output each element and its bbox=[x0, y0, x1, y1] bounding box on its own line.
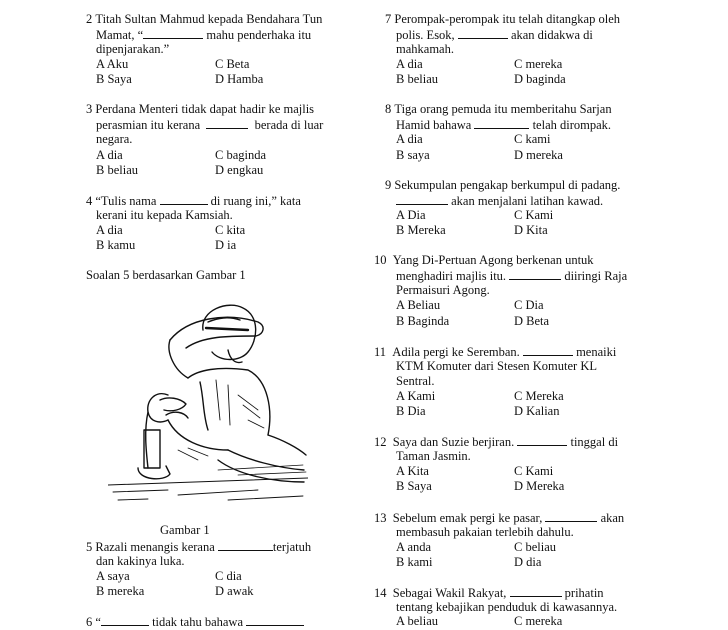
q5-option-d[interactable]: D awak bbox=[215, 584, 254, 598]
q13-option-a[interactable]: A anda bbox=[396, 540, 432, 554]
q5-blank bbox=[218, 539, 273, 551]
q10-blank bbox=[509, 268, 561, 280]
q7-line2 bbox=[396, 27, 593, 42]
q8-stem-part: Hamid bahawa bbox=[396, 118, 472, 132]
q2-stem-part: mahu penderhaka itu bbox=[206, 28, 312, 42]
q4-blank bbox=[160, 193, 208, 205]
q14-option-a[interactable]: A beliau bbox=[396, 614, 439, 628]
q3-blank bbox=[206, 117, 248, 129]
q13-stem-part: Sebelum emak pergi ke pasar, bbox=[392, 511, 543, 525]
q12-option-c[interactable]: C Kami bbox=[514, 464, 554, 478]
q4-stem-part: “Tulis nama bbox=[95, 194, 157, 208]
q14-stem-part: Sebagai Wakil Rakyat, bbox=[392, 586, 507, 600]
q12-stem-part: tinggal di bbox=[570, 435, 619, 449]
q12-stem-part: Saya dan Suzie berjiran. bbox=[392, 435, 515, 449]
q5-line2: dan kakinya luka. bbox=[96, 554, 185, 568]
q4-option-d[interactable]: D ia bbox=[215, 238, 237, 252]
q3-option-b[interactable]: B beliau bbox=[96, 163, 139, 177]
q10-option-d[interactable]: D Beta bbox=[514, 314, 550, 328]
q6-blank-2 bbox=[246, 614, 304, 626]
q7-option-b[interactable]: B beliau bbox=[396, 72, 439, 86]
q8-option-c[interactable]: C kami bbox=[514, 132, 551, 146]
q8-stem-part: telah dirompak. bbox=[532, 118, 612, 132]
q3-option-a[interactable]: A dia bbox=[96, 148, 123, 162]
q4-stem-part: di ruang ini,” kata bbox=[210, 194, 301, 208]
q10-line3: Permaisuri Agong. bbox=[396, 283, 490, 297]
q5-option-b[interactable]: B mereka bbox=[96, 584, 145, 598]
q8-option-a[interactable]: A dia bbox=[396, 132, 423, 146]
q11-line1 bbox=[374, 344, 616, 359]
figure-crying-boy-illustration bbox=[108, 300, 308, 505]
q13-option-d[interactable]: D dia bbox=[514, 555, 542, 569]
q2-line3: dipenjarakan.” bbox=[96, 42, 170, 56]
q11-option-d[interactable]: D Kalian bbox=[514, 404, 560, 418]
q5-stem-part: terjatuh bbox=[272, 540, 312, 554]
q14-option-c[interactable]: C mereka bbox=[514, 614, 563, 628]
q7-stem-part: akan didakwa di bbox=[510, 28, 593, 42]
q4-line1 bbox=[86, 193, 301, 208]
q4-option-b[interactable]: B kamu bbox=[96, 238, 136, 252]
q9-option-a[interactable]: A Dia bbox=[396, 208, 426, 222]
q9-number: 9 bbox=[385, 178, 392, 192]
q3-line3: negara. bbox=[96, 132, 133, 146]
q6-stem-part: “ bbox=[95, 615, 101, 629]
q12-option-d[interactable]: D Mereka bbox=[514, 479, 565, 493]
q10-stem-part: diiringi Raja bbox=[564, 269, 628, 283]
section-heading: Soalan 5 berdasarkan Gambar 1 bbox=[86, 268, 246, 282]
q7-option-c[interactable]: C mereka bbox=[514, 57, 563, 71]
q3-number: 3 bbox=[86, 102, 93, 116]
q2-blank bbox=[143, 27, 203, 39]
q7-blank bbox=[458, 27, 508, 39]
q7-option-a[interactable]: A dia bbox=[396, 57, 423, 71]
q7-number: 7 bbox=[385, 12, 392, 26]
q2-option-a[interactable]: A Aku bbox=[96, 57, 129, 71]
q2-option-c[interactable]: C Beta bbox=[215, 57, 250, 71]
q13-blank bbox=[545, 510, 597, 522]
q2-stem: Titah Sultan Mahmud kepada Bendahara Tun bbox=[95, 12, 323, 26]
q11-stem-part: Adila pergi ke Seremban. bbox=[392, 345, 520, 359]
q13-number: 13 bbox=[374, 511, 387, 525]
q14-stem-part: prihatin bbox=[564, 586, 604, 600]
q3-stem: Perdana Menteri tidak dapat hadir ke majlis bbox=[95, 102, 315, 116]
q8-number: 8 bbox=[385, 102, 392, 116]
q7-option-d[interactable]: D baginda bbox=[514, 72, 566, 86]
q8-blank bbox=[474, 117, 529, 129]
q2-line1 bbox=[86, 12, 322, 26]
q12-blank bbox=[517, 434, 567, 446]
q9-line1 bbox=[385, 178, 620, 192]
q9-option-c[interactable]: C Kami bbox=[514, 208, 554, 222]
q8-option-b[interactable]: B saya bbox=[396, 148, 430, 162]
q12-line1 bbox=[374, 434, 618, 449]
q8-line2 bbox=[396, 117, 611, 132]
q11-option-b[interactable]: B Dia bbox=[396, 404, 426, 418]
q11-option-a[interactable]: A Kami bbox=[396, 389, 436, 403]
q5-stem-part: Razali menangis kerana bbox=[95, 540, 215, 554]
q10-option-a[interactable]: A Beliau bbox=[396, 298, 441, 312]
q7-stem: Perompak-perompak itu telah ditangkap oleh bbox=[394, 12, 621, 26]
q11-number: 11 bbox=[374, 345, 387, 359]
q9-blank bbox=[396, 193, 448, 205]
q6-number: 6 bbox=[86, 615, 93, 629]
q2-line2 bbox=[96, 27, 311, 42]
q13-stem-part: akan bbox=[600, 511, 625, 525]
q3-option-c[interactable]: C baginda bbox=[215, 148, 267, 162]
q9-option-d[interactable]: D Kita bbox=[514, 223, 548, 237]
q12-line2: Taman Jasmin. bbox=[396, 449, 471, 463]
q6-stem-part: tidak tahu bahawa bbox=[152, 615, 243, 629]
q10-option-b[interactable]: B Baginda bbox=[396, 314, 450, 328]
q3-line2 bbox=[96, 117, 323, 132]
q11-option-c[interactable]: C Mereka bbox=[514, 389, 564, 403]
q3-line1 bbox=[86, 102, 314, 116]
q14-line2: tentang kebajikan penduduk di kawasannya. bbox=[396, 600, 618, 614]
q5-option-a[interactable]: A saya bbox=[96, 569, 130, 583]
q10-stem: Yang Di-Pertuan Agong berkenan untuk bbox=[392, 253, 594, 267]
q11-line2: KTM Komuter dari Stesen Komuter KL bbox=[396, 359, 598, 373]
q2-stem-part: Mamat, “ bbox=[96, 28, 144, 42]
q11-blank bbox=[523, 344, 573, 356]
q11-line3: Sentral. bbox=[396, 374, 435, 388]
q6-line1 bbox=[86, 614, 304, 629]
q2-option-d[interactable]: D Hamba bbox=[215, 72, 264, 86]
q8-stem: Tiga orang pemuda itu memberitahu Sarjan bbox=[394, 102, 612, 116]
q14-blank bbox=[510, 585, 562, 597]
q6-blank bbox=[101, 614, 149, 626]
q4-number: 4 bbox=[86, 194, 93, 208]
q5-option-c[interactable]: C dia bbox=[215, 569, 242, 583]
q9-option-b[interactable]: B Mereka bbox=[396, 223, 446, 237]
q3-stem-part: perasmian itu kerana bbox=[96, 118, 201, 132]
q7-line1 bbox=[385, 12, 620, 26]
q14-line1 bbox=[374, 585, 604, 600]
q8-line1 bbox=[385, 102, 612, 116]
q13-option-b[interactable]: B kami bbox=[396, 555, 433, 569]
q10-line2 bbox=[396, 268, 627, 283]
q4-line2: kerani itu kepada Kamsiah. bbox=[96, 208, 233, 222]
q8-option-d[interactable]: D mereka bbox=[514, 148, 563, 162]
q9-stem-part: akan menjalani latihan kawad. bbox=[451, 194, 604, 208]
q9-stem: Sekumpulan pengakap berkumpul di padang. bbox=[394, 178, 621, 192]
q7-line3: mahkamah. bbox=[396, 42, 454, 56]
q4-option-c[interactable]: C kita bbox=[215, 223, 246, 237]
q5-number: 5 bbox=[86, 540, 93, 554]
q7-stem-part: polis. Esok, bbox=[396, 28, 455, 42]
q5-line1 bbox=[86, 539, 311, 554]
q2-option-b[interactable]: B Saya bbox=[96, 72, 132, 86]
q9-line2 bbox=[396, 193, 603, 208]
q10-line1 bbox=[374, 253, 594, 267]
q10-stem-part: menghadiri majlis itu. bbox=[396, 269, 507, 283]
q10-option-c[interactable]: C Dia bbox=[514, 298, 544, 312]
q12-option-b[interactable]: B Saya bbox=[396, 479, 432, 493]
q13-option-c[interactable]: C beliau bbox=[514, 540, 557, 554]
q13-line1 bbox=[374, 510, 624, 525]
q11-stem-part: menaiki bbox=[576, 345, 617, 359]
q4-option-a[interactable]: A dia bbox=[96, 223, 123, 237]
q14-number: 14 bbox=[374, 586, 387, 600]
q3-option-d[interactable]: D engkau bbox=[215, 163, 264, 177]
q10-number: 10 bbox=[374, 253, 387, 267]
q3-stem-part: berada di luar bbox=[254, 118, 324, 132]
q13-line2: membasuh pakaian terlebih dahulu. bbox=[396, 525, 574, 539]
figure-caption: Gambar 1 bbox=[160, 523, 210, 537]
q2-number: 2 bbox=[86, 12, 93, 26]
q12-option-a[interactable]: A Kita bbox=[396, 464, 429, 478]
q12-number: 12 bbox=[374, 435, 387, 449]
